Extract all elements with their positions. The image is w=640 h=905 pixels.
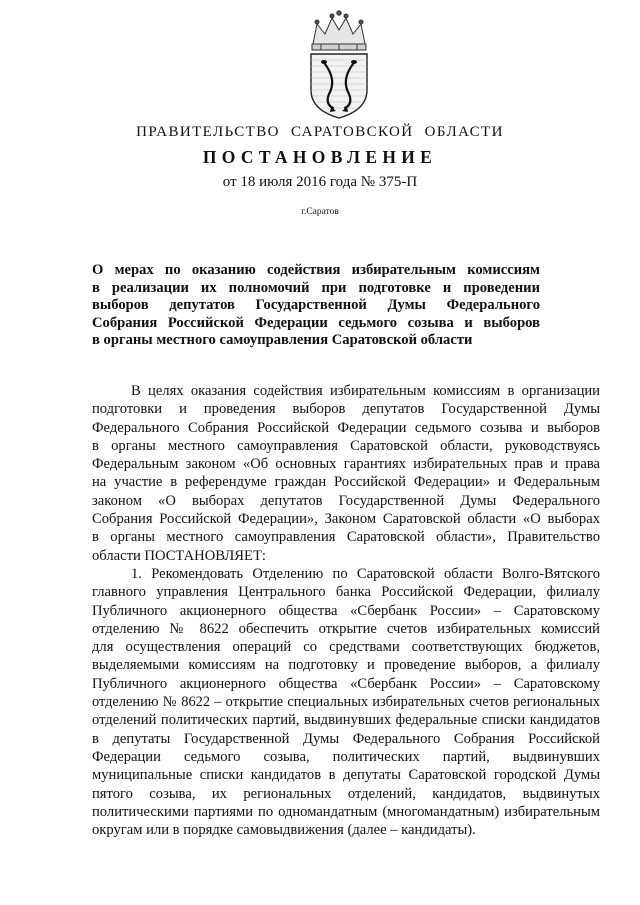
body-line: Публичного акционерного общества «Сбербанк России» – Саратовскому [92, 602, 600, 619]
document-kind: ПОСТАНОВЛЕНИЕ [202, 147, 438, 167]
body-line: Федерации седьмого созыва, политических партий, выдвинувших [92, 748, 600, 765]
title-line: в реализации их полномочий при подготовке и проведении [92, 279, 540, 296]
body-line: Собрания Российской Федерации», Законом Саратовской области «О выборах [92, 511, 600, 528]
body-line: В целях оказания содействия избирательным комиссиям в организации [131, 383, 600, 399]
body-line: Федеральным законом «Об основных гарантиях избирательных прав и права [92, 456, 600, 473]
government-name: ПРАВИТЕЛЬСТВО САРАТОВСКОЙ ОБЛАСТИ [136, 124, 504, 140]
body-line: в депутаты Государственной Думы Федерального Собрания Российской [92, 730, 600, 747]
body-line: для осуществления операций со средствами соответствующих бюджетов, [92, 639, 600, 656]
body-line: муниципальные списки кандидатов в депутаты Саратовской городской Думы [92, 767, 600, 784]
body-line: отделению № 8622 обеспечить открытие счетов избирательных комиссий [92, 620, 600, 637]
body-line: отделений политических партий, выдвинувших федеральные списки кандидатов [92, 712, 600, 729]
body-line: области ПОСТАНОВЛЯЕТ: [92, 547, 266, 564]
body-line: округам или в порядке самовыдвижения (далее – кандидаты). [92, 822, 476, 839]
title-line: выборов депутатов Государственной Думы Федерального [92, 297, 540, 313]
body-line: Публичного акционерного общества «Сбербанк России» – Саратовскому [92, 675, 600, 692]
body-line: в органы местного самоуправления Саратовской области, руководствуясь [92, 437, 600, 454]
body-line: в органы местного самоуправления Саратовской области», Правительство [92, 529, 600, 546]
body-line: отделению № 8622 – открытие специальных избирательных счетов региональных [92, 694, 600, 711]
body-line: 1. Рекомендовать Отделению по Саратовской области Волго-Вятского [131, 565, 600, 582]
body-line: законом «О выборах депутатов Государственной Думы Федерального [92, 492, 600, 509]
body-line: выделяемыми комиссиям на подготовку и проведение выборов, а филиалу [92, 657, 600, 674]
body-line: на участие в референдуме граждан Российской Федерации» и Федеральным [92, 474, 600, 491]
body-line: Федерального Собрания Российской Федерации седьмого созыва и выборов [92, 419, 600, 436]
document-title [92, 262, 540, 350]
document-city: г.Саратов [301, 207, 339, 217]
document-date-number: от 18 июля 2016 года № 375-П [222, 174, 418, 190]
title-line: Собрания Российской Федерации седьмого созыва и выборов [92, 314, 540, 331]
title-line: О мерах по оказанию содействия избирательным комиссиям [92, 262, 540, 278]
body-line: политическими партиями по одномандатным (многомандатным) избирательным [92, 803, 600, 820]
saratov-coat-of-arms-icon [303, 10, 375, 122]
body-line: главного управления Центрального банка Российской Федерации, филиалу [92, 584, 600, 601]
title-line: в органы местного самоуправления Саратовской области [92, 332, 473, 348]
document-body [92, 382, 600, 839]
body-line: подготовки и проведения выборов депутатов Государственной Думы [92, 401, 600, 418]
body-line: пятого созыва, их региональных отделений, кандидатов, выдвинутых [92, 785, 600, 802]
